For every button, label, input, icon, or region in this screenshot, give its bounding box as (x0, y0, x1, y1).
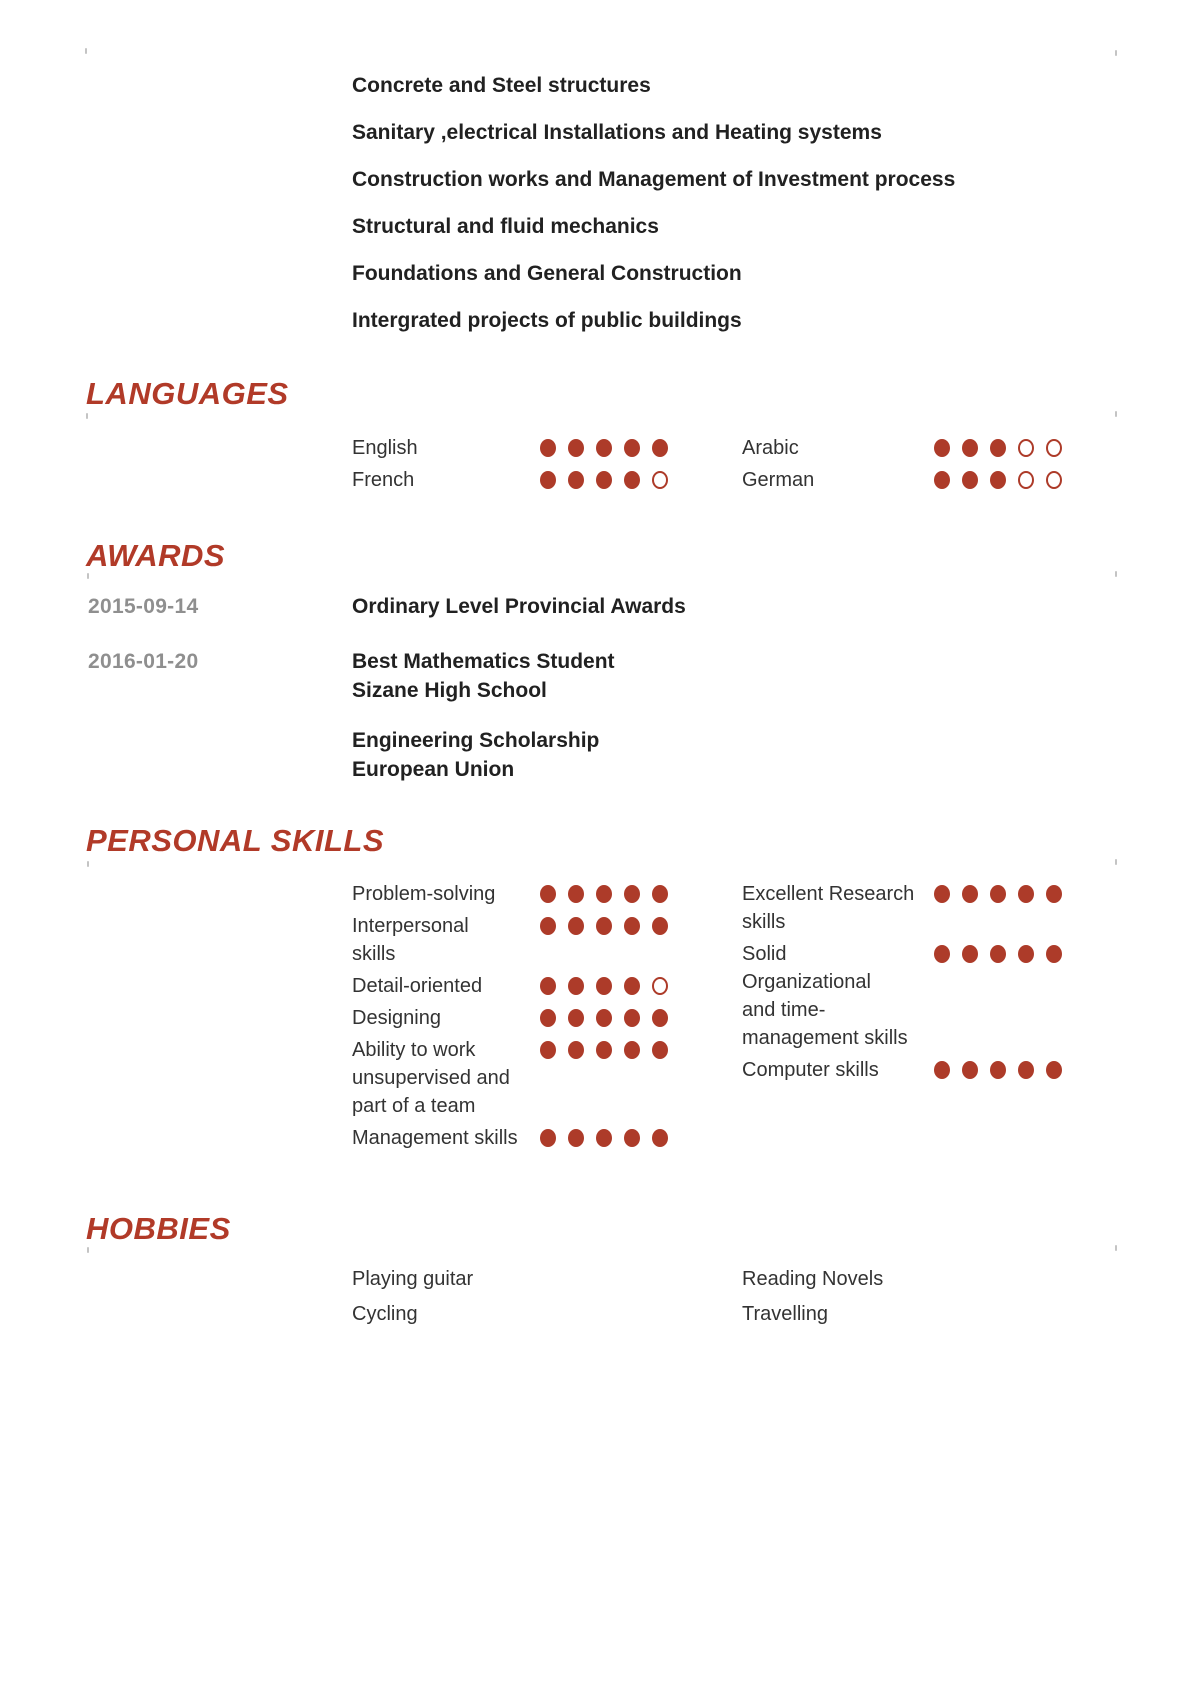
skill-item (352, 1036, 540, 1120)
rating-dots (540, 1129, 668, 1147)
award-title-line: Sizane High School (352, 679, 547, 702)
dot-filled-icon (596, 1041, 612, 1059)
skill-label-line: Interpersonal (352, 915, 469, 937)
dot-filled-icon (934, 945, 950, 963)
dot-filled-icon (962, 471, 978, 489)
course-item: Structural and fluid mechanics (352, 215, 659, 238)
award-title-line: Engineering Scholarship (352, 729, 600, 752)
award-title-line: Best Mathematics Student (352, 650, 615, 673)
skill-item (742, 1056, 942, 1084)
dot-filled-icon (1018, 885, 1034, 903)
skill-label-line: management skills (742, 1027, 908, 1049)
hobbies-column-left (352, 1265, 473, 1335)
dot-open-icon (652, 471, 668, 489)
dot-open-icon (1018, 439, 1034, 457)
dot-filled-icon (1046, 945, 1062, 963)
skill-item (352, 912, 540, 968)
hobby-item: Playing guitar (352, 1268, 474, 1290)
dot-filled-icon (962, 439, 978, 457)
language-row (0, 432, 1200, 464)
award-date: 2015-09-14 (88, 595, 199, 618)
dot-filled-icon (652, 1129, 668, 1147)
dot-filled-icon (990, 471, 1006, 489)
dot-filled-icon (962, 885, 978, 903)
page-artifact-tick (1115, 859, 1117, 865)
page-artifact-tick (86, 413, 88, 419)
dot-filled-icon (624, 439, 640, 457)
dot-filled-icon (990, 439, 1006, 457)
rating-dots (540, 977, 668, 995)
dot-filled-icon (934, 885, 950, 903)
skill-label-line: Detail-oriented (352, 975, 483, 997)
dot-filled-icon (596, 885, 612, 903)
skill-label-line: Problem-solving (352, 883, 496, 905)
dot-filled-icon (596, 917, 612, 935)
dot-filled-icon (596, 439, 612, 457)
languages-section-title: LANGUAGES (86, 376, 289, 411)
rating-dots (540, 471, 668, 489)
award-date: 2016-01-20 (88, 650, 199, 673)
language-row (0, 464, 1200, 496)
hobbies-section-title: HOBBIES (86, 1211, 231, 1246)
dot-filled-icon (962, 1061, 978, 1079)
award-title-line: European Union (352, 758, 515, 781)
dot-filled-icon (1018, 945, 1034, 963)
hobby-item: Cycling (352, 1303, 418, 1325)
course-list (352, 62, 955, 344)
dot-filled-icon (934, 1061, 950, 1079)
page-artifact-tick (1115, 571, 1117, 577)
hobbies-column-right (742, 1265, 883, 1335)
award-title (352, 592, 686, 621)
dot-filled-icon (596, 1129, 612, 1147)
dot-filled-icon (540, 1129, 556, 1147)
dot-filled-icon (540, 917, 556, 935)
rating-dots (540, 917, 668, 935)
skills-column-right (742, 880, 942, 1088)
dot-filled-icon (962, 945, 978, 963)
dot-filled-icon (596, 977, 612, 995)
dot-filled-icon (568, 917, 584, 935)
skill-label-line: Management skills (352, 1127, 518, 1149)
skill-label-line: skills (742, 911, 786, 933)
skill-label-line: and time- (742, 999, 826, 1021)
dot-filled-icon (1046, 885, 1062, 903)
rating-dots (934, 885, 1062, 903)
skill-label-line: Solid (742, 943, 787, 965)
skill-label-line: skills (352, 943, 396, 965)
page-artifact-tick (1115, 411, 1117, 417)
dot-filled-icon (624, 1009, 640, 1027)
dot-filled-icon (990, 945, 1006, 963)
dot-open-icon (1018, 471, 1034, 489)
dot-filled-icon (624, 1129, 640, 1147)
language-name: German (742, 469, 815, 491)
skill-label-line: unsupervised and (352, 1067, 510, 1089)
rating-dots (934, 1061, 1062, 1079)
skill-label-line: Organizational (742, 971, 871, 993)
skill-item (352, 1004, 540, 1032)
course-item: Intergrated projects of public buildings (352, 309, 742, 332)
rating-dots (540, 439, 668, 457)
dot-filled-icon (568, 977, 584, 995)
dot-filled-icon (652, 1041, 668, 1059)
page-artifact-tick (87, 573, 89, 579)
awards-section-title: AWARDS (86, 538, 226, 573)
dot-filled-icon (568, 885, 584, 903)
skill-label-line: part of a team (352, 1095, 476, 1117)
skill-item (352, 880, 540, 908)
dot-filled-icon (934, 471, 950, 489)
skill-label-line: Computer skills (742, 1059, 879, 1081)
course-item: Sanitary ,electrical Installations and Heating systems (352, 121, 882, 144)
skill-label-line: Designing (352, 1007, 441, 1029)
dot-filled-icon (568, 1041, 584, 1059)
dot-filled-icon (568, 439, 584, 457)
course-item: Foundations and General Construction (352, 262, 742, 285)
skill-item (742, 940, 942, 1052)
dot-filled-icon (652, 439, 668, 457)
dot-open-icon (1046, 439, 1062, 457)
page-artifact-tick (87, 861, 89, 867)
dot-filled-icon (624, 977, 640, 995)
dot-filled-icon (934, 439, 950, 457)
dot-filled-icon (540, 439, 556, 457)
dot-filled-icon (568, 1009, 584, 1027)
award-title (352, 726, 599, 784)
rating-dots (540, 1041, 668, 1059)
dot-filled-icon (596, 1009, 612, 1027)
personal-skills-section-title: PERSONAL SKILLS (86, 823, 385, 858)
dot-open-icon (652, 977, 668, 995)
rating-dots (934, 471, 1062, 489)
dot-filled-icon (568, 1129, 584, 1147)
dot-filled-icon (990, 885, 1006, 903)
dot-filled-icon (1018, 1061, 1034, 1079)
hobby-item: Travelling (742, 1303, 828, 1325)
dot-filled-icon (652, 917, 668, 935)
dot-filled-icon (990, 1061, 1006, 1079)
hobby-item: Reading Novels (742, 1268, 884, 1290)
dot-filled-icon (652, 885, 668, 903)
language-name: Arabic (742, 437, 799, 459)
dot-filled-icon (624, 917, 640, 935)
language-name: French (352, 469, 415, 491)
rating-dots (540, 1009, 668, 1027)
dot-filled-icon (540, 1009, 556, 1027)
rating-dots (934, 439, 1062, 457)
course-item: Construction works and Management of Investment process (352, 168, 956, 191)
language-name: English (352, 437, 418, 459)
page-artifact-tick (87, 1247, 89, 1253)
skill-label-line: Ability to work (352, 1039, 476, 1061)
skill-item (352, 1124, 540, 1152)
dot-filled-icon (540, 977, 556, 995)
rating-dots (934, 945, 1062, 963)
dot-filled-icon (624, 1041, 640, 1059)
dot-filled-icon (624, 885, 640, 903)
page-artifact-tick (1115, 50, 1117, 56)
skills-column-left (352, 880, 540, 1156)
dot-filled-icon (568, 471, 584, 489)
dot-filled-icon (540, 1041, 556, 1059)
skill-item (742, 880, 942, 936)
dot-filled-icon (652, 1009, 668, 1027)
award-title (352, 647, 615, 705)
dot-filled-icon (596, 471, 612, 489)
dot-open-icon (1046, 471, 1062, 489)
dot-filled-icon (1046, 1061, 1062, 1079)
page-artifact-tick (1115, 1245, 1117, 1251)
dot-filled-icon (540, 885, 556, 903)
dot-filled-icon (540, 471, 556, 489)
award-title-line: Ordinary Level Provincial Awards (352, 595, 686, 618)
page-artifact-tick (85, 48, 87, 54)
skill-label-line: Excellent Research (742, 883, 915, 905)
rating-dots (540, 885, 668, 903)
dot-filled-icon (624, 471, 640, 489)
skill-item (352, 972, 540, 1000)
course-item: Concrete and Steel structures (352, 74, 651, 97)
